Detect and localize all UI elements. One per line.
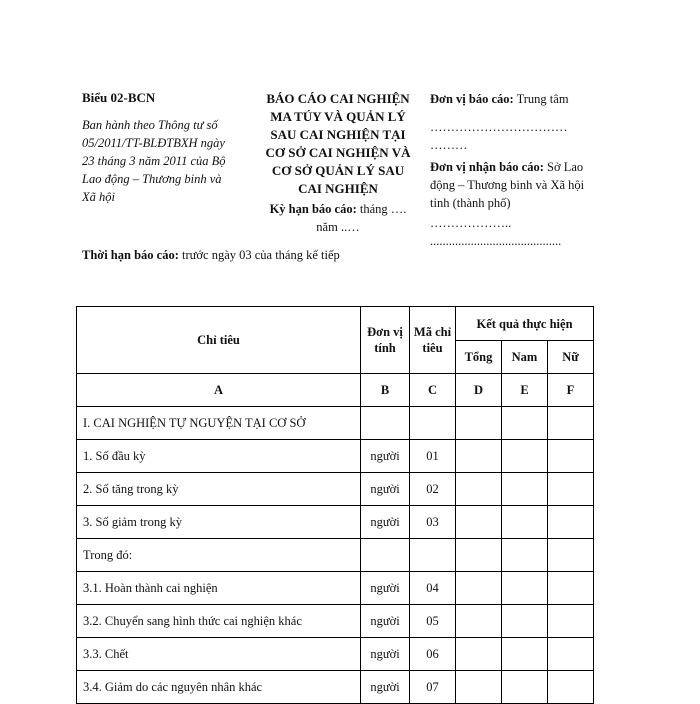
row-label: 3.2. Chuyển sang hình thức cai nghiện khác — [77, 605, 361, 638]
table-row — [77, 638, 594, 671]
total-cell[interactable] — [456, 440, 502, 473]
reporting-unit-label: Đơn vị báo cáo: — [430, 92, 514, 106]
row-code: 05 — [410, 605, 456, 638]
table-row — [77, 440, 594, 473]
column-letter: D — [456, 374, 502, 407]
header-total: Tổng — [456, 341, 502, 374]
female-cell[interactable] — [548, 539, 594, 572]
issuance-line: Xã hội — [82, 190, 115, 204]
row-code: 03 — [410, 506, 456, 539]
row-code: 01 — [410, 440, 456, 473]
row-code: 02 — [410, 473, 456, 506]
female-cell[interactable] — [548, 473, 594, 506]
reporting-unit-value: Trung tâm — [516, 92, 569, 106]
title-line: CAI NGHIỆN — [298, 181, 378, 196]
receiving-unit-value: Sở Lao động – Thương binh và Xã hội tỉnh (thành phố) — [430, 160, 585, 210]
table-row — [77, 605, 594, 638]
period-label: Kỳ hạn báo cáo: — [269, 202, 357, 216]
row-unit: người — [361, 572, 410, 605]
row-label: 3.3. Chết — [77, 638, 361, 671]
male-cell[interactable] — [502, 440, 548, 473]
row-label: 3.1. Hoàn thành cai nghiện — [77, 572, 361, 605]
deadline-label: Thời hạn báo cáo: — [82, 248, 179, 262]
female-cell[interactable] — [548, 638, 594, 671]
male-cell[interactable] — [502, 407, 548, 440]
row-unit: người — [361, 605, 410, 638]
total-cell[interactable] — [456, 572, 502, 605]
column-letter: B — [361, 374, 410, 407]
column-letter: C — [410, 374, 456, 407]
receiving-unit-blank — [430, 214, 600, 250]
row-unit: người — [361, 506, 410, 539]
total-cell[interactable] — [456, 473, 502, 506]
total-cell[interactable] — [456, 605, 502, 638]
row-code: 06 — [410, 638, 456, 671]
blank-line: .......................................... — [430, 234, 562, 248]
table-row — [77, 473, 594, 506]
blank-line: …………………………… — [430, 120, 568, 134]
row-label: Trong đó: — [77, 539, 361, 572]
period-month: tháng …. — [359, 202, 407, 216]
row-label: 3.4. Giảm do các nguyên nhân khác — [77, 671, 361, 704]
title-line: CƠ SỞ QUẢN LÝ SAU — [271, 163, 405, 178]
male-cell[interactable] — [502, 506, 548, 539]
male-cell[interactable] — [502, 671, 548, 704]
total-cell[interactable] — [456, 638, 502, 671]
male-cell[interactable] — [502, 572, 548, 605]
male-cell[interactable] — [502, 638, 548, 671]
table-row — [77, 506, 594, 539]
table-row — [77, 407, 594, 440]
report-title — [258, 90, 418, 198]
form-code: Biểu 02-BCN — [82, 90, 156, 105]
row-unit: người — [361, 671, 410, 704]
row-label: 2. Số tăng trong kỳ — [77, 473, 361, 506]
row-unit: người — [361, 440, 410, 473]
report-deadline — [82, 248, 340, 263]
title-line: CƠ SỞ CAI NGHIỆN VÀ — [265, 145, 411, 160]
header-indicator: Chỉ tiêu — [77, 307, 361, 374]
header-result: Kết quả thực hiện — [456, 307, 594, 341]
report-table — [76, 306, 594, 704]
table-body — [77, 407, 594, 704]
row-label: 3. Số giảm trong kỳ — [77, 506, 361, 539]
female-cell[interactable] — [548, 671, 594, 704]
female-cell[interactable] — [548, 572, 594, 605]
total-cell[interactable] — [456, 671, 502, 704]
issuance-note — [82, 116, 252, 206]
row-code — [410, 539, 456, 572]
total-cell[interactable] — [456, 506, 502, 539]
male-cell[interactable] — [502, 473, 548, 506]
period-year: năm ..… — [316, 220, 360, 234]
table-row — [77, 539, 594, 572]
column-letter: E — [502, 374, 548, 407]
header-male: Nam — [502, 341, 548, 374]
row-unit — [361, 539, 410, 572]
blank-line: ……………….. — [430, 216, 512, 230]
deadline-value: trước ngày 03 của tháng kế tiếp — [182, 248, 340, 262]
column-letter: F — [548, 374, 594, 407]
receiving-unit — [430, 158, 595, 212]
row-code — [410, 407, 456, 440]
issuance-line: Lao động – Thương binh và — [82, 172, 222, 186]
row-unit: người — [361, 638, 410, 671]
total-cell[interactable] — [456, 539, 502, 572]
row-code: 07 — [410, 671, 456, 704]
female-cell[interactable] — [548, 440, 594, 473]
row-label: 1. Số đầu kỳ — [77, 440, 361, 473]
row-label: I. CAI NGHIỆN TỰ NGUYỆN TẠI CƠ SỞ — [77, 407, 361, 440]
column-letter: A — [77, 374, 361, 407]
male-cell[interactable] — [502, 605, 548, 638]
title-line: MA TÚY VÀ QUẢN LÝ — [270, 109, 406, 124]
table-row — [77, 671, 594, 704]
header-code: Mã chỉ tiêu — [410, 307, 456, 374]
row-unit: người — [361, 473, 410, 506]
title-line: SAU CAI NGHIỆN TẠI — [270, 127, 406, 142]
issuance-line: Ban hành theo Thông tư số — [82, 118, 218, 132]
header-female: Nữ — [548, 341, 594, 374]
total-cell[interactable] — [456, 407, 502, 440]
issuance-line: 23 tháng 3 năm 2011 của Bộ — [82, 154, 226, 168]
issuance-line: 05/2011/TT-BLĐTBXH ngày — [82, 136, 225, 150]
female-cell[interactable] — [548, 407, 594, 440]
reporting-unit-blank — [430, 118, 600, 154]
reporting-period — [258, 200, 418, 236]
receiving-unit-label: Đơn vị nhận báo cáo: — [430, 160, 544, 174]
header-unit: Đơn vị tính — [361, 307, 410, 374]
blank-line: ……… — [430, 138, 468, 152]
female-cell[interactable] — [548, 506, 594, 539]
row-code: 04 — [410, 572, 456, 605]
title-line: BÁO CÁO CAI NGHIỆN — [266, 91, 410, 106]
reporting-unit — [430, 90, 600, 108]
female-cell[interactable] — [548, 605, 594, 638]
row-unit — [361, 407, 410, 440]
table-row — [77, 572, 594, 605]
male-cell[interactable] — [502, 539, 548, 572]
